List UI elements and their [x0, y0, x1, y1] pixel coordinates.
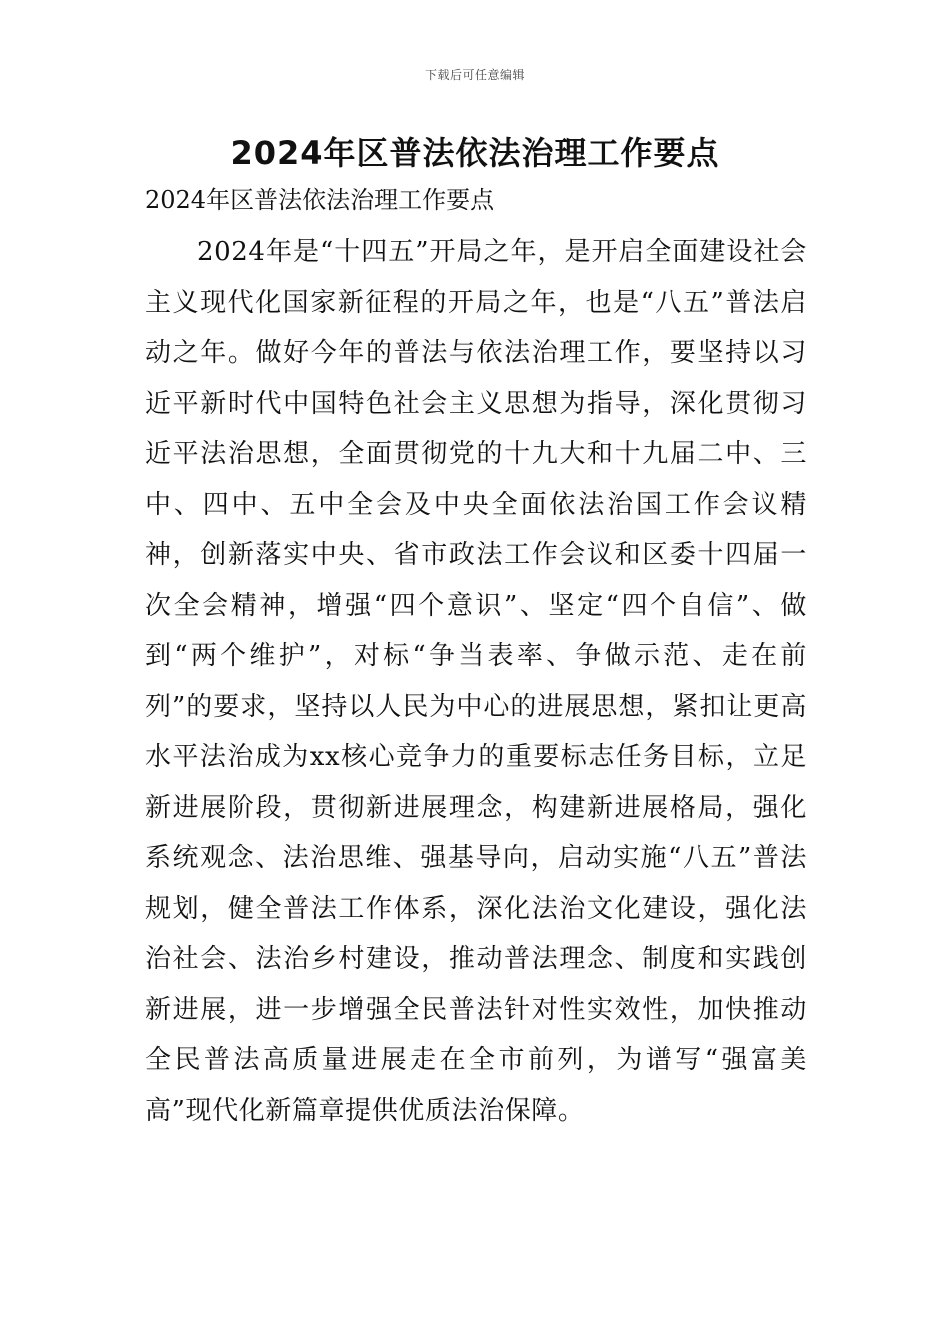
document-title: 2024年区普法依法治理工作要点 [230, 134, 720, 172]
header-note: 下载后可任意编辑 [424, 68, 525, 82]
body-paragraph: 2024年是“十四五”开局之年，是开启全面建设社会主义现代化国家新征程的开局之年，也是“八五”普法启动之年。做好今年的普法与依法治理工作，要坚持以习近平新时代中国特色社会主义思想为指导，深化贯彻习近平法治思想，全面贯彻党的十九大和十九届二中、三中、四中、五中全会及中央全面依法治国工作会议精神，创新落实中央、省市政法工作会议和区委十四届一次全会精神，增强“四个意识”、坚定“四个自信”、做到“两个维护”，对标“争当表率、争做示范、走在前列”的要求，坚持以人民为中心的进展思想，紧扣让更高水平法治成为xx核心竞争力的重要标志任务目标，立足新进展阶段，贯彻新进展理念，构建新进展格局，强化系统观念、法治思维、强基导向，启动实施“八五”普法规划，健全普法工作体系，深化法治文化建设，强化法治社会、法治乡村建设，推动普法理念、制度和实践创新进展，进一步增强全民普法针对性实效性，加快推动全民普法高质量进展走在全市前列，为谱写“强富美高”现代化新篇章提供优质法治保障。 [145, 237, 807, 1126]
document-subtitle: 2024年区普法依法治理工作要点 [145, 186, 495, 214]
